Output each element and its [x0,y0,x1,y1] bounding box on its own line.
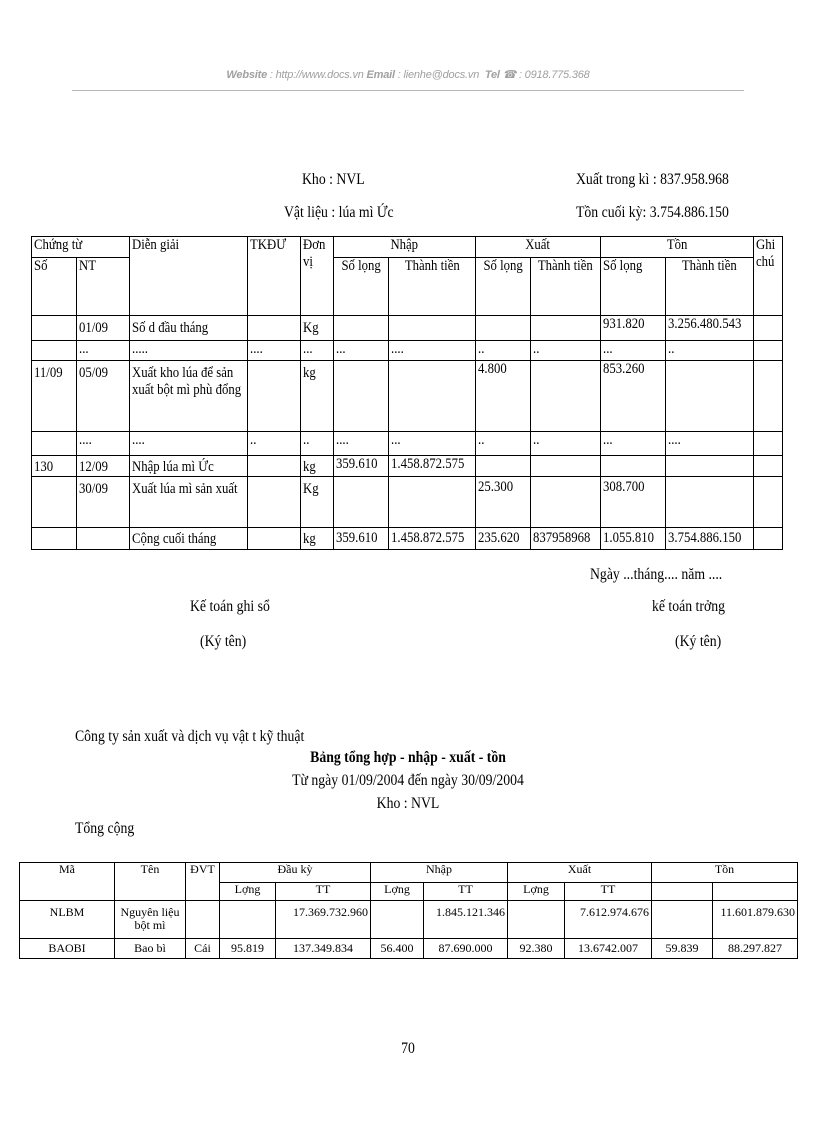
cell-so [32,477,77,528]
cell-nt: 12/09 [79,459,109,475]
col-nt: NT [79,258,96,274]
cell-ton-luong [652,901,713,939]
cell-xuat-tt: .. [533,341,540,357]
cell-don-vi: .. [303,432,310,448]
cell-don-vi: Kg [303,481,319,497]
table-row [32,477,783,528]
vat-lieu-label: Vật liệu : lúa mì Ức [284,204,394,221]
cell-dien-giai: Xuất kho lúa để sản xuất bột mì phù đổng [132,365,242,398]
cell-xuat-sl: 25.300 [478,479,514,495]
cell-nhap-tt: 87.690.000 [424,939,508,959]
col-so-luong-ton: Số lọng [603,258,643,274]
table-row-total [32,528,783,550]
cell-nhap-luong [371,901,424,939]
cell-ton-sl: 308.700 [603,479,645,495]
col-ma: Mã [20,863,115,901]
col-luong: Lợng [371,883,424,901]
summary-title: Bảng tổng hợp - nhập - xuất - tồn [310,749,506,766]
col-nhap: Nhập [390,237,419,253]
cell-tkdu: .... [250,341,263,357]
cell-xuat-tt: .. [533,432,540,448]
cell-dvt [186,901,220,939]
cell-nhap-tt: 1.845.121.346 [424,901,508,939]
cell-ton-sl: 853.260 [603,361,645,377]
date-line: Ngày ...tháng.... năm .... [590,566,723,583]
cell-nhap-tt: .... [391,341,404,357]
cell-tkdu [248,477,301,528]
col-xuat: Xuất [508,863,652,883]
cell-so [32,528,77,550]
col-dvt: ĐVT [186,863,220,901]
cell-xuat-sl: .. [478,432,485,448]
cell-ghi-chu [754,341,783,361]
cell-dk-luong: 95.819 [220,939,276,959]
tel-value: : 0918.775.368 [518,69,590,81]
col-luong: Lợng [220,883,276,901]
email-value: : lienhe@docs.vn [397,69,480,81]
col-tt: TT [565,883,652,901]
col-ton: Tồn [652,863,798,883]
signer-left-title: Kế toán ghi sổ [190,598,270,615]
cell-nhap-luong: 56.400 [371,939,424,959]
col-tt: TT [424,883,508,901]
cell-don-vi: kg [303,459,316,475]
cell-nt: .... [79,432,92,448]
table-row [32,341,783,361]
cell-so [32,432,77,456]
cell-don-vi: kg [303,365,316,381]
page-number: 70 [401,1040,415,1057]
cell-ton-tt: 88.297.827 [713,939,798,959]
tong-cong-label: Tổng cộng [75,820,135,837]
signer-right-title: kế toán trởng [652,598,726,615]
cell-xuat-luong [508,901,565,939]
ton-cuoi-ky: Tồn cuối kỳ: 3.754.886.150 [576,204,729,221]
website-label: Website [226,69,267,81]
kho-label: Kho : NVL [302,171,365,188]
cell-dien-giai: ..... [132,341,148,357]
cell-ton-tt: .... [668,432,681,448]
cell-dien-giai: Nhập lúa mì Ức [132,459,214,475]
signer-left-note: (Ký tên) [200,633,247,650]
cell-tkdu [248,316,301,341]
cell-ton-tt: .. [668,341,675,357]
summary-header-row-1 [20,863,798,883]
page-header [0,68,816,81]
cell-so: 11/09 [34,365,63,381]
cell-tkdu: .. [250,432,257,448]
cell-ton-tt: 3.754.886.150 [668,530,742,546]
cell-so [32,316,77,341]
cell-ton-tt: 3.256.480.543 [668,316,742,332]
col-ten: Tên [115,863,186,901]
table-row [32,316,783,341]
cell-dk-tt: 137.349.834 [276,939,371,959]
cell-ghi-chu [754,432,783,456]
cell-nt: 01/09 [79,320,109,336]
cell-ton-luong: 59.839 [652,939,713,959]
cell-ton-sl: ... [603,432,613,448]
col-ton: Tồn [666,237,688,253]
summary-table [19,862,798,959]
cell-nhap-sl: ... [336,341,346,357]
table-row [32,361,783,432]
cell-ma: NLBM [20,901,115,939]
cell-ghi-chu [754,316,783,341]
cell-xuat-sl: .. [478,341,485,357]
table-row [32,456,783,477]
cell-dk-tt: 17.369.732.960 [276,901,371,939]
cell-nhap-tt: 1.458.872.575 [391,456,465,472]
col-xuat: Xuất [525,237,551,253]
xuat-trong-ki: Xuất trong kì : 837.958.968 [576,171,729,188]
cell-nt: ... [79,341,89,357]
summary-kho: Kho : NVL [376,795,440,812]
cell-ton-sl: ... [603,341,613,357]
cell-ghi-chu [754,456,783,477]
cell-don-vi: kg [303,531,316,547]
header-divider [72,90,744,91]
summary-period: Từ ngày 01/09/2004 đến ngày 30/09/2004 [292,772,524,789]
cell-nt [77,528,130,550]
cell-ten: Nguyên liệu bột mì [115,901,186,939]
cell-tkdu [248,528,301,550]
col-luong: Lợng [508,883,565,901]
col-nhap: Nhập [371,863,508,883]
col-ghi-chu: Ghi chú [756,237,776,270]
table-row [32,432,783,456]
ledger-header-row-1 [32,237,783,258]
col-don-vi: Đơn vị [303,237,326,270]
cell-ghi-chu [754,477,783,528]
cell-tkdu [248,361,301,432]
col-thanh-tien-xuat: Thành tiền [538,258,593,274]
tel-label: Tel [484,69,500,81]
cell-so: 130 [34,459,54,475]
ledger-table [31,236,783,550]
col-dau-ky: Đầu kỳ [220,863,371,883]
company-name: Công ty sản xuất và dịch vụ vật t kỹ thuật [75,728,305,745]
cell-xuat-tt: 7.612.974.676 [565,901,652,939]
email-label: Email [366,69,395,81]
table-row [20,939,798,959]
cell-xuat-tt: 837958968 [533,530,591,546]
cell-nt: 05/09 [79,365,109,381]
cell-dien-giai: Cộng cuối tháng [132,531,217,547]
cell-don-vi: ... [303,341,313,357]
cell-nt: 30/09 [79,481,109,497]
col-so-luong-nhap: Số lọng [341,258,381,274]
cell-don-vi: Kg [303,320,319,336]
website-value: : http://www.docs.vn [269,69,364,81]
col-tt: TT [276,883,371,901]
phone-icon: ☎ [502,69,517,81]
cell-ton-tt: 11.601.879.630 [713,901,798,939]
cell-nhap-sl: 359.610 [336,530,378,546]
col-chung-tu: Chứng từ [34,237,83,253]
cell-tkdu [248,456,301,477]
cell-dien-giai: .... [132,432,145,448]
cell-ton-sl: 931.820 [603,316,645,332]
cell-nhap-sl: 359.610 [336,456,378,472]
col-thanh-tien-nhap: Thành tiền [404,258,460,274]
cell-nhap-tt: ... [391,432,401,448]
cell-so [32,341,77,361]
col-thanh-tien-ton: Thành tiền [682,258,737,274]
col-so: Số [34,258,48,274]
cell-xuat-luong: 92.380 [508,939,565,959]
cell-ton-sl: 1.055.810 [603,530,655,546]
cell-nhap-sl: .... [336,432,349,448]
signer-right-note: (Ký tên) [675,633,722,650]
cell-ten: Bao bì [115,939,186,959]
cell-dien-giai: Số d đầu tháng [132,320,209,336]
cell-ghi-chu [754,528,783,550]
col-so-luong-xuat: Số lọng [483,258,523,274]
table-row [20,901,798,939]
cell-dk-luong [220,901,276,939]
col-tkdu: TKĐƯ [250,237,287,253]
cell-xuat-sl: 235.620 [478,530,520,546]
col-dien-giai: Diễn giải [132,237,180,253]
cell-xuat-tt: 13.6742.007 [565,939,652,959]
cell-dien-giai: Xuất lúa mì sản xuất [132,481,238,497]
cell-xuat-sl: 4.800 [478,361,507,377]
cell-nhap-tt: 1.458.872.575 [391,530,465,546]
cell-ma: BAOBI [20,939,115,959]
cell-dvt: Cái [186,939,220,959]
cell-ghi-chu [754,361,783,432]
